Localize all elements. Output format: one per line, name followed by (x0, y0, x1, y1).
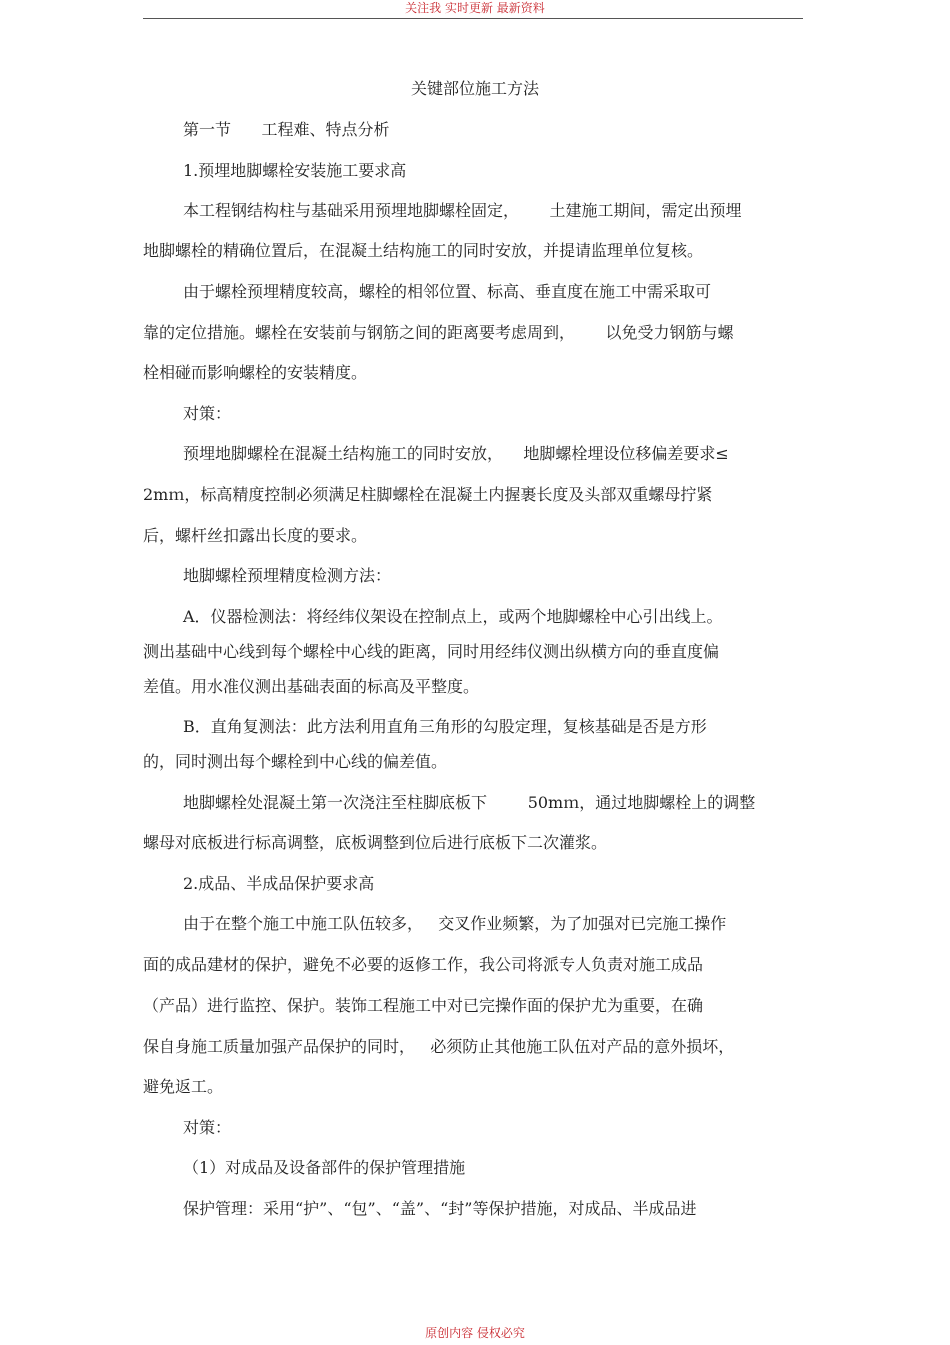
paragraph-line: 面的成品建材的保护，避免不必要的返修工作，我公司将派专人负责对施工成品 (143, 955, 704, 974)
section-heading: 第一节 工程难、特点分析 (183, 120, 390, 139)
subsection-heading: 1.预埋地脚螺栓安装施工要求高 (183, 161, 407, 180)
paragraph-line: 保自身施工质量加强产品保护的同时， 必须防止其他施工队伍对产品的意外损坏， (143, 1037, 735, 1056)
paragraph-line: 螺母对底板进行标高调整，底板调整到位后进行底板下二次灌浆。 (143, 833, 608, 852)
paragraph-line: 地脚螺栓处混凝土第一次浇注至柱脚底板下 50mｍ，通过地脚螺栓上的调整 (183, 793, 756, 812)
paragraph-line: 本工程钢结构柱与基础采用预埋地脚螺栓固定， 土建施工期间，需定出预埋 (183, 201, 742, 220)
paragraph-line: 由于在整个施工中施工队伍较多， 交叉作业频繁，为了加强对已完施工操作 (183, 914, 727, 933)
list-heading: （1）对成品及设备部件的保护管理措施 (183, 1158, 466, 1177)
paragraph-line: 对策： (183, 1118, 232, 1137)
header-divider (143, 18, 803, 19)
paragraph-line: 后，螺杆丝扣露出长度的要求。 (143, 526, 368, 545)
paragraph-line: A．仪器检测法：将经纬仪架设在控制点上，或两个地脚螺栓中心引出线上。 (183, 607, 723, 626)
paragraph-line: 避免返工。 (143, 1077, 224, 1096)
paragraph-line: 保护管理：采用“护”、“包”、“盖”、“封”等保护措施，对成品、半成品进 (183, 1199, 697, 1218)
paragraph-line: B．直角复测法：此方法利用直角三角形的勾股定理，复核基础是否是方形 (183, 717, 707, 736)
paragraph-line: 地脚螺栓的精确位置后，在混凝土结构施工的同时安放，并提请监理单位复核。 (143, 241, 704, 260)
footer-banner: 原创内容 侵权必究 (425, 1326, 525, 1340)
paragraph-line: 的，同时测出每个螺栓到中心线的偏差值。 (143, 752, 448, 771)
paragraph-line: 靠的定位措施。螺栓在安装前与钢筋之间的距离要考虑周到， 以免受力钢筋与螺 (143, 323, 734, 342)
paragraph-line: 测出基础中心线到每个螺栓中心线的距离，同时用经纬仪测出纵横方向的垂直度偏 (143, 642, 720, 661)
paragraph-line: 地脚螺栓预埋精度检测方法： (183, 566, 392, 585)
document-title: 关键部位施工方法 (410, 79, 539, 98)
paragraph-line: 由于螺栓预埋精度较高，螺栓的相邻位置、标高、垂直度在施工中需采取可 (183, 282, 712, 301)
subsection-heading: 2.成品、半成品保护要求高 (183, 874, 375, 893)
paragraph-line: 差值。用水准仪测出基础表面的标高及平整度。 (143, 677, 480, 696)
paragraph-line: 对策： (183, 404, 232, 423)
paragraph-line: 2mｍ，标高精度控制必须满足柱脚螺栓在混凝土内握裹长度及头部双重螺母拧紧 (143, 485, 713, 504)
paragraph-line: 栓相碰而影响螺栓的安装精度。 (143, 363, 368, 382)
paragraph-line: 预埋地脚螺栓在混凝土结构施工的同时安放， 地脚螺栓埋设位移偏差要求≤ (183, 444, 729, 463)
paragraph-line: （产品）进行监控、保护。装饰工程施工中对已完操作面的保护尤为重要，在确 (143, 996, 704, 1015)
header-banner: 关注我 实时更新 最新资料 (405, 1, 545, 15)
